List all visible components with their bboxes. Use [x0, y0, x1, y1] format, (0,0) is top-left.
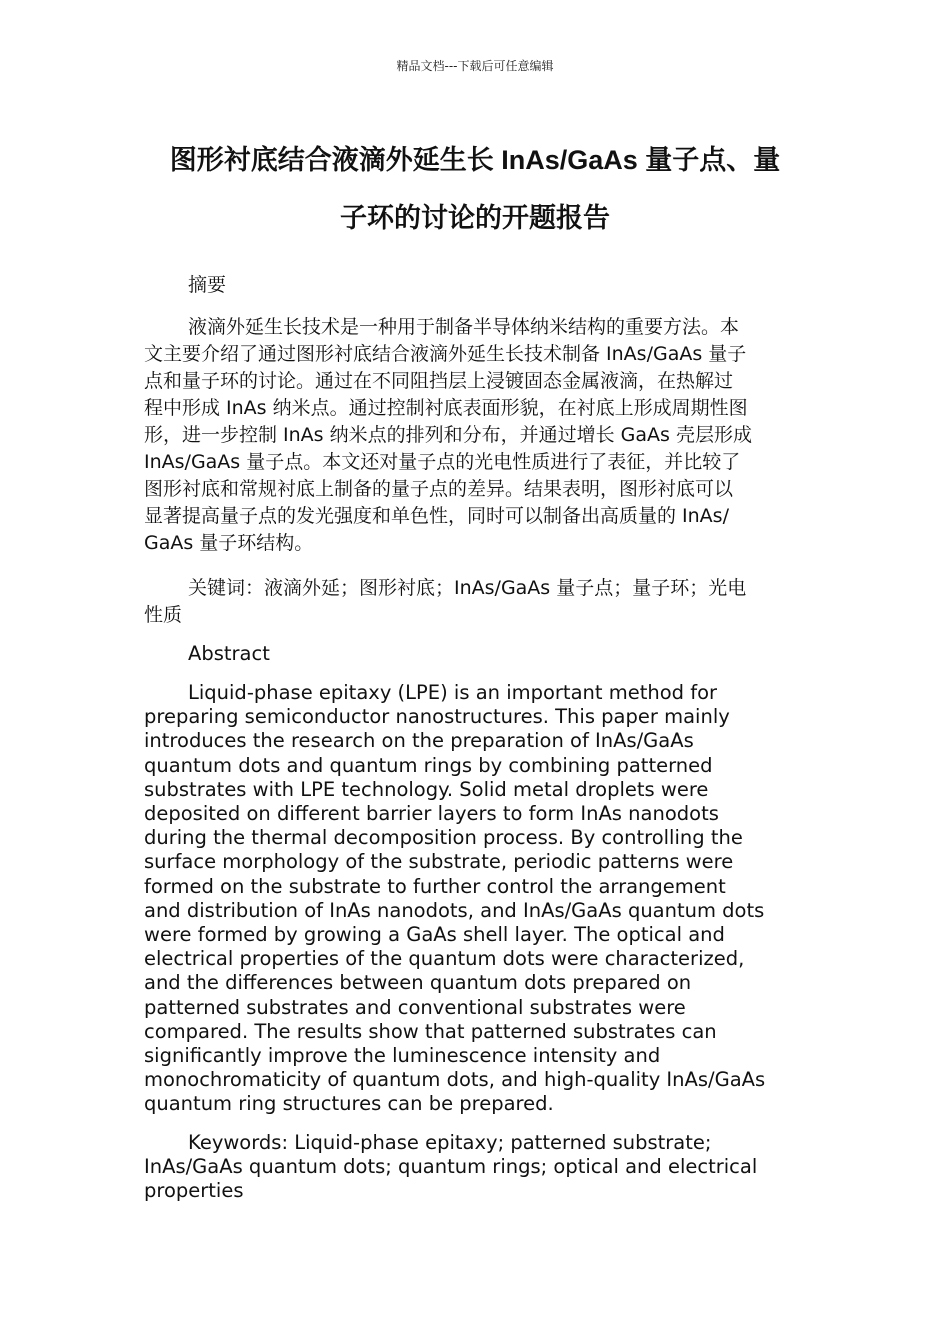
text-line: 图形衬底和常规衬底上制备的量子点的差异。结果表明，图形衬底可以: [144, 478, 734, 500]
text-line: InAs/GaAs quantum dots; quantum rings; optical and electrical: [144, 1155, 758, 1179]
text-line: significantly improve the luminescence intensity and: [144, 1044, 661, 1068]
text-line: compared. The results show that patterned substrates can: [144, 1019, 717, 1043]
text-line: patterned substrates and conventional substrates were: [144, 995, 686, 1019]
text-line: introduces the research on the preparation of InAs/GaAs: [144, 729, 694, 753]
text-line: and the differences between quantum dots prepared on: [144, 971, 692, 995]
text-line: substrates with LPE technology. Solid metal droplets were: [144, 777, 709, 801]
text-line: monochromaticity of quantum dots, and high-quality InAs/GaAs: [144, 1068, 766, 1092]
text-line: formed on the substrate to further control the arrangement: [144, 874, 726, 898]
text-line: properties: [144, 1179, 244, 1203]
text-line: electrical properties of the quantum dots were characterized,: [144, 947, 745, 971]
text-line: surface morphology of the substrate, periodic patterns were: [144, 850, 734, 874]
text-line: quantum dots and quantum rings by combining patterned: [144, 753, 713, 777]
page-header: 精品文档---下载后可任意编辑: [396, 59, 554, 73]
en-abstract-paragraph: [144, 681, 814, 1117]
text-line: 文主要介绍了通过图形衬底结合液滴外延生长技术制备 InAs/GaAs 量子: [144, 343, 747, 365]
text-line: Keywords: Liquid-phase epitaxy; patterned substrate;: [188, 1131, 712, 1154]
title-line-2: 子环的讨论的开题报告: [340, 203, 610, 233]
en-keywords: [144, 1131, 814, 1204]
title-line-1: 图形衬底结合液滴外延生长 InAs/GaAs 量子点、量: [169, 145, 781, 175]
text-line: during the thermal decomposition process. By controlling the: [144, 826, 743, 850]
text-line: were formed by growing a GaAs shell layer. The optical and: [144, 923, 725, 947]
text-line: and distribution of InAs nanodots, and InAs/GaAs quantum dots: [144, 898, 765, 922]
text-line: GaAs 量子环结构。: [144, 532, 314, 554]
text-line: deposited on different barrier layers to form InAs nanodots: [144, 802, 719, 826]
text-line: 显著提高量子点的发光强度和单色性，同时可以制备出高质量的 InAs/: [144, 505, 729, 527]
text-line: preparing semiconductor nanostructures. This paper mainly: [144, 705, 730, 729]
heading-text: 摘要: [188, 274, 227, 296]
en-abstract-heading: [144, 642, 814, 666]
text-line: 关键词：液滴外延；图形衬底；InAs/GaAs 量子点；量子环；光电: [188, 577, 747, 599]
text-line: 形，进一步控制 InAs 纳米点的排列和分布，并通过增长 GaAs 壳层形成: [144, 424, 752, 446]
zh-keywords: [144, 575, 814, 629]
heading-text: Abstract: [188, 642, 270, 665]
text-line: Liquid-phase epitaxy (LPE) is an important method for: [188, 681, 718, 704]
text-line: 程中形成 InAs 纳米点。通过控制衬底表面形貌，在衬底上形成周期性图: [144, 397, 748, 419]
text-line: 性质: [144, 604, 183, 626]
text-line: quantum ring structures can be prepared.: [144, 1092, 554, 1116]
text-line: 点和量子环的讨论。通过在不同阻挡层上浸镀固态金属液滴，在热解过: [144, 370, 734, 392]
text-line: InAs/GaAs 量子点。本文还对量子点的光电性质进行了表征，并比较了: [144, 451, 741, 473]
zh-abstract-paragraph: [144, 314, 814, 557]
text-line: 液滴外延生长技术是一种用于制备半导体纳米结构的重要方法。本: [188, 316, 740, 338]
zh-abstract-heading: [144, 272, 814, 299]
